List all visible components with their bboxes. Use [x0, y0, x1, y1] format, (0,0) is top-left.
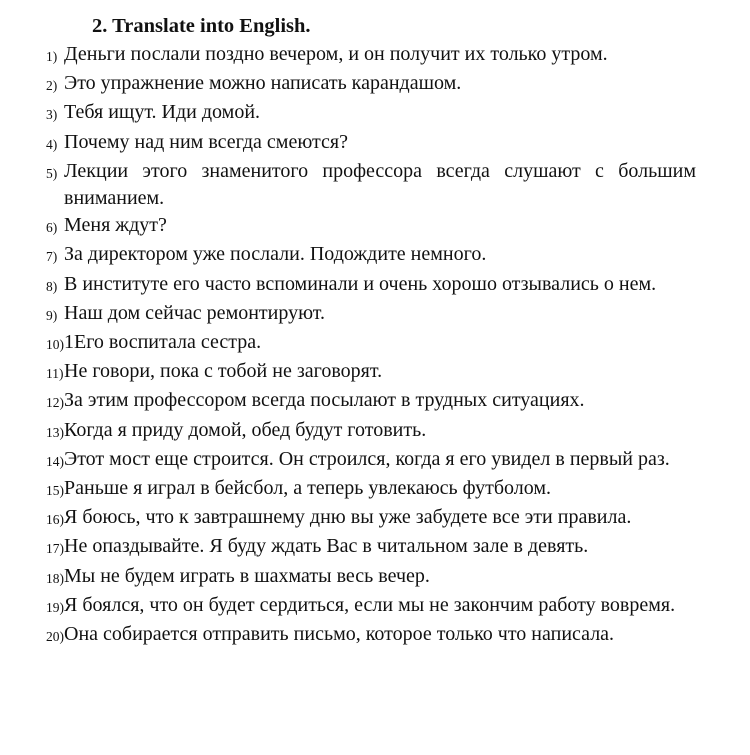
item-text: За этим профессором всегда посылают в трудных ситуациях. [64, 389, 585, 412]
item-number: 15) [46, 483, 64, 499]
item-text: Почему над ним всегда смеются? [64, 130, 348, 153]
list-item [0, 475, 750, 504]
exercise-heading: 2. Translate into English. [92, 15, 311, 37]
item-text: Меня ждут? [64, 214, 167, 237]
item-text: 1Его воспитала сестра. [64, 331, 262, 354]
item-number: 10) [46, 337, 64, 353]
item-text: Не говори, пока с тобой не заговорят. [64, 360, 383, 383]
item-number: 17) [46, 541, 64, 557]
item-number: 1) [46, 49, 58, 64]
item-text: Тебя ищут. Иди домой. [64, 101, 261, 124]
item-number: 12) [46, 395, 64, 411]
item-text: Раньше я играл в бейсбол, а теперь увлекаюсь футболом. [64, 477, 552, 500]
item-number: 16) [46, 512, 64, 528]
list-item [0, 212, 750, 241]
item-text: Деньги послали поздно вечером, и он получит их только утром. [64, 43, 608, 65]
list-item [0, 621, 750, 650]
item-number: 13) [46, 424, 64, 440]
item-number: 20) [46, 629, 64, 645]
item-text: Этот мост еще строится. Он строился, когда я его увидел в первый раз. [64, 447, 670, 470]
list-item [0, 504, 750, 533]
item-number: 18) [46, 570, 64, 586]
item-number: 3) [46, 107, 58, 123]
list-item [0, 129, 750, 158]
item-text: Лекции этого знаменитого профессора всегда слушают с большим вниманием. [64, 159, 696, 210]
item-text: Мы не будем играть в шахматы весь вечер. [64, 564, 430, 587]
item-text: В институте его часто вспоминали и очень хорошо отзывались о нем. [64, 272, 657, 295]
item-text: Я боюсь, что к завтрашнему дню вы уже забудете все эти правила. [64, 506, 632, 529]
item-number: 8) [46, 278, 58, 294]
list-item [0, 41, 750, 70]
item-text: Это упражнение можно написать карандашом. [64, 72, 462, 95]
list-item [0, 241, 750, 270]
item-number: 5) [46, 165, 58, 181]
item-number: 7) [46, 249, 58, 265]
item-number: 14) [46, 453, 64, 469]
list-item [0, 158, 750, 212]
item-text: За директором уже послали. Подождите немного. [64, 243, 487, 266]
item-text: Не опаздывайте. Я буду ждать Вас в читальном зале в девять. [64, 535, 589, 558]
item-text: Я боялся, что он будет сердиться, если мы не закончим работу вовремя. [64, 593, 676, 616]
list-item [0, 446, 750, 475]
list-item [0, 271, 750, 300]
item-number: 19) [46, 599, 64, 615]
list-item [0, 592, 750, 621]
list-item [0, 417, 750, 446]
item-number: 2) [46, 78, 58, 94]
list-item [0, 70, 750, 99]
list-item [0, 358, 750, 387]
sentence-list [0, 41, 750, 650]
item-text: Когда я приду домой, обед будут готовить. [64, 418, 427, 441]
item-number: 4) [46, 136, 58, 152]
list-item [0, 99, 750, 128]
list-item [0, 563, 750, 592]
list-item [0, 300, 750, 329]
item-text: Наш дом сейчас ремонтируют. [64, 301, 326, 324]
list-item [0, 329, 750, 358]
list-item [0, 387, 750, 416]
item-number: 11) [46, 366, 64, 382]
list-item [0, 533, 750, 562]
item-number: 6) [46, 220, 58, 236]
item-number: 9) [46, 307, 58, 323]
item-text: Она собирается отправить письмо, которое только что написала. [64, 623, 615, 646]
